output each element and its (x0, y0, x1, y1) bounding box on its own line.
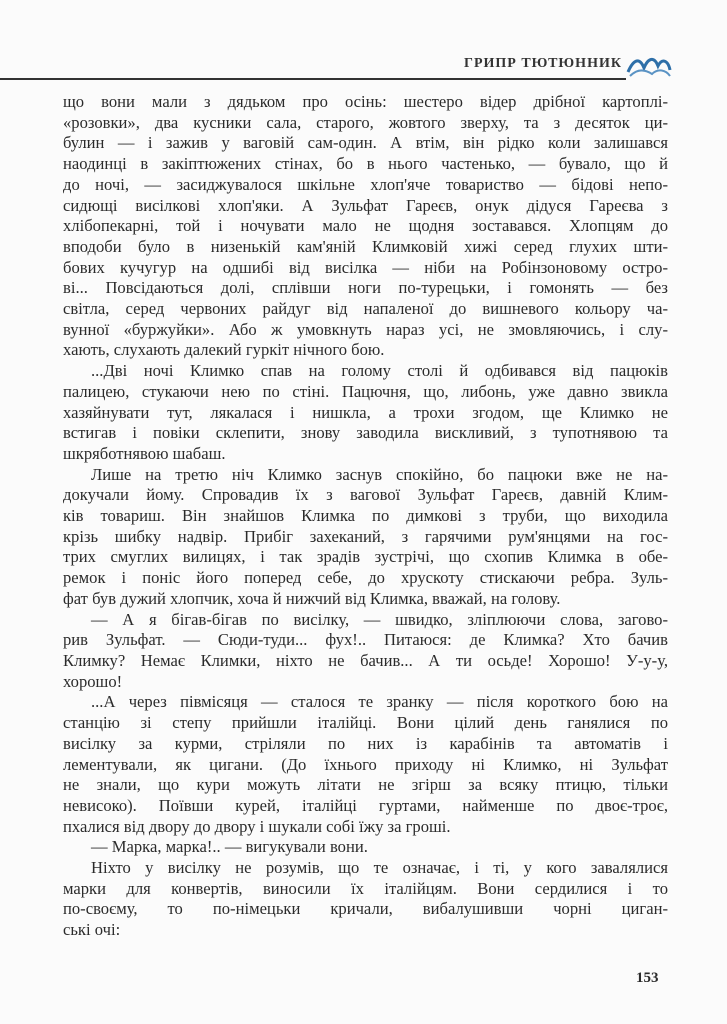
text-line: рив Зульфат. — Сюди-туди... фух!.. Питаюся: де Климка? Хто бачив (63, 630, 668, 650)
text-line: ські очі: (63, 920, 121, 940)
text-line: шкряботнявою шабаш. (63, 443, 226, 463)
text-line: крізь шибку надвір. Прибіг захеканий, з гарячими рум'янцями на гос- (63, 526, 668, 546)
text-line: Климку? Немає Климки, ніхто не бачив... А ти осьде! Хорошо! У-у-у, (63, 650, 668, 670)
text-line: що вони мали з дядьком про осінь: шестеро відер дрібної картоплі- (63, 92, 668, 111)
page-number: 153 (636, 970, 659, 986)
text-line: встигав і повіки склепити, знову заводила вискливий, з тупотнявою та (63, 423, 668, 443)
text-line: лементували, як цигани. (До їхнього приходу ні Климко, ні Зульфат (63, 754, 668, 774)
text-line: фат був дужий хлопчик, хоча й нижчий від Климка, вважай, на голову. (63, 588, 561, 608)
ornament-icon (626, 54, 672, 78)
running-header (0, 54, 680, 80)
author-name: ГРИПР ТЮТЮННИК (464, 56, 622, 71)
text-line: по-своєму, то по-німецьки кричали, вибалушивши чорні циган- (63, 899, 668, 919)
text-line: сидющі висілкові хлоп'яки. А Зульфат Гареєв, онук дідуся Гареєва з (63, 195, 668, 215)
text-line: Ніхто у висілку не розумів, що те означає, і ті, у кого завалялися (91, 858, 668, 878)
text-line: марки для конвертів, виносили їх італійцям. Вони сердилися і то (63, 878, 668, 898)
page-text (63, 92, 668, 941)
text-line: бових кучугур на одшибі від висілка — ніби на Робінзоновому остро- (63, 257, 668, 277)
text-line: палицею, стукаючи нею по стіні. Пацючня, що, либонь, уже давно звикла (63, 381, 668, 401)
text-line: ...А через півмісяця — сталося те зранку — після короткого бою на (91, 692, 668, 712)
text-line: трих смуглих вилицях, і так зрадів зустрічі, що схопив Климка в обе- (63, 547, 668, 567)
text-line: Лише на третю ніч Климко заснув спокійно, бо пацюки вже не на- (91, 464, 668, 484)
text-line: хають, слухають далекий гуркіт нічного бою. (63, 340, 385, 360)
text-line: світла, серед червоних райдуг від напаленої до вишневого кольору ча- (63, 299, 668, 319)
text-line: — Марка, марка!.. — вигукували вони. (91, 837, 368, 857)
text-line: «розовки», два кусники сала, старого, жовтого зверху, та з десяток ци- (63, 112, 668, 132)
text-line: станцію зі степу прийшли італійці. Вони цілий день ганялися по (63, 713, 668, 733)
text-line: не знали, що кури можуть літати не згірш за всяку птицю, тільки (63, 775, 668, 795)
text-line: — А я бігав-бігав по висілку, — швидко, зліплюючи слова, загово- (91, 609, 668, 629)
text-line: висілку за курми, стріляли по них із карабінів та автоматів і (63, 733, 668, 753)
text-line: наодинці в закіптюжених стінах, бо в нього частенько, — бувало, що й (63, 154, 668, 174)
text-line: вунної «буржуйки». Або ж умовкнуть нараз усі, не змовляючись, і слу- (63, 319, 668, 339)
text-line: до ночі, — засиджувалося шкільне хлоп'яче товариство — бідові непо- (63, 174, 668, 194)
text-line: докучали йому. Спровадив їх з вагової Зульфат Гареєв, давній Клим- (63, 485, 668, 505)
text-line: невисоко). Поївши курей, італійці гуртами, найменше по двоє-троє, (63, 795, 668, 815)
text-line: ремок і поніс його поперед себе, до хрускоту стискаючи ребра. Зуль- (63, 568, 668, 588)
text-line: булин — і зажив у ваговій сам-один. А втім, він рідко коли залишався (63, 133, 668, 153)
header-rule (0, 78, 626, 80)
text-line: ків товариш. Він знайшов Климка по димкові з труби, що виходила (63, 506, 668, 526)
text-line: хлібопекарні, той і ночувати мало не щодня зоставався. Хлопцям до (63, 216, 668, 236)
text-line: хорошо! (63, 671, 123, 691)
text-line: хазяйнувати тут, лякалася і нишкла, а трохи згодом, ще Климко не (63, 402, 668, 422)
text-line: ві... Повсідаються долі, сплівши ноги по-турецьки, і гомонять — без (63, 278, 668, 298)
text-line: вподоби було в низенькій кам'яній Климковій хижі серед глухих шти- (63, 236, 668, 256)
text-line: ...Дві ночі Климко спав на голому столі й одбивався від пацюків (91, 361, 668, 381)
text-line: пхалися від двору до двору і шукали собі їжу за гроші. (63, 816, 451, 836)
